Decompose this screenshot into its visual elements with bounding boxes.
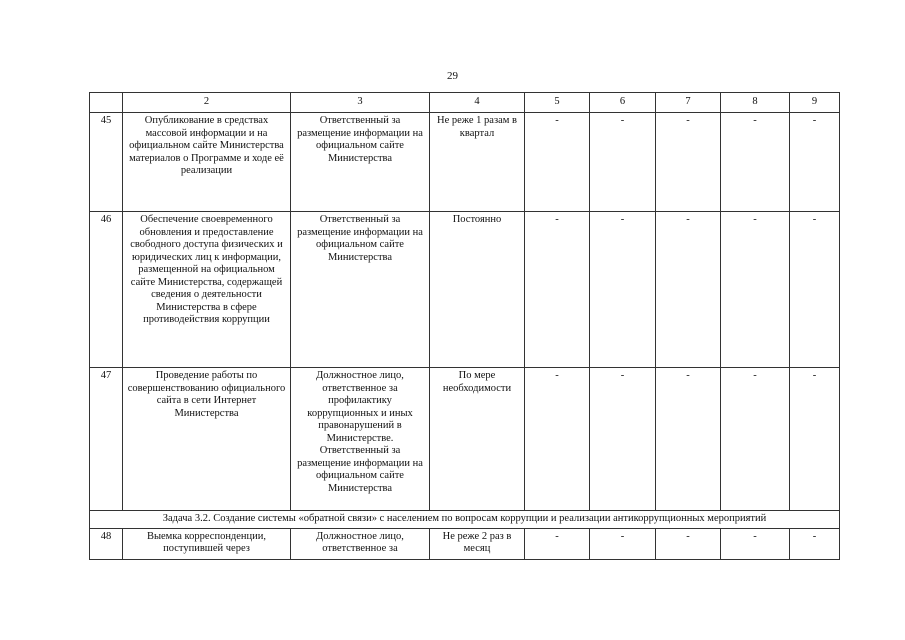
term-cell: Не реже 2 раз в месяц bbox=[430, 528, 525, 559]
measure-cell: Выемка корреспонденции, поступившей через bbox=[123, 528, 291, 559]
measure-cell: Проведение работы по совершенствованию официального сайта в сети Интернет Министерства bbox=[123, 368, 291, 511]
header-cell-8: 8 bbox=[721, 93, 790, 113]
table-row bbox=[90, 113, 840, 212]
col6-cell: - bbox=[590, 368, 656, 511]
col5-cell: - bbox=[525, 368, 590, 511]
header-cell-2: 2 bbox=[123, 93, 291, 113]
term-cell: Не реже 1 разам в квартал bbox=[430, 113, 525, 212]
header-cell-1 bbox=[90, 93, 123, 113]
col6-cell: - bbox=[590, 528, 656, 559]
header-cell-6: 6 bbox=[590, 93, 656, 113]
col5-cell: - bbox=[525, 212, 590, 368]
col6-cell: - bbox=[590, 113, 656, 212]
col8-cell: - bbox=[721, 368, 790, 511]
responsible-cell: Должностное лицо, ответственное за профилактику коррупционных и иных правонарушений в Министерстве. Ответственный за размещение информации на официальном сайте Министерства bbox=[291, 368, 430, 511]
col7-cell: - bbox=[656, 528, 721, 559]
term-cell: По мере необходимости bbox=[430, 368, 525, 511]
measures-table bbox=[89, 92, 840, 560]
measure-cell: Опубликование в средствах массовой информации и на официальном сайте Министерства материалов о Программе и ходе её реализации bbox=[123, 113, 291, 212]
col9-cell: - bbox=[790, 212, 840, 368]
table-row bbox=[90, 368, 840, 511]
term-cell: Постоянно bbox=[430, 212, 525, 368]
header-row bbox=[90, 93, 840, 113]
responsible-cell: Ответственный за размещение информации на официальном сайте Министерства bbox=[291, 212, 430, 368]
responsible-cell: Должностное лицо, ответственное за bbox=[291, 528, 430, 559]
page-number: 29 bbox=[447, 70, 458, 82]
col8-cell: - bbox=[721, 212, 790, 368]
col9-cell: - bbox=[790, 528, 840, 559]
col6-cell: - bbox=[590, 212, 656, 368]
row-number: 46 bbox=[90, 212, 123, 368]
col9-cell: - bbox=[790, 368, 840, 511]
responsible-cell: Ответственный за размещение информации на официальном сайте Министерства bbox=[291, 113, 430, 212]
task-heading: Задача 3.2. Создание системы «обратной связи» с населением по вопросам коррупции и реализации антикоррупционных мероприятий bbox=[90, 511, 840, 529]
col7-cell: - bbox=[656, 113, 721, 212]
col7-cell: - bbox=[656, 368, 721, 511]
table-row bbox=[90, 212, 840, 368]
col9-cell: - bbox=[790, 113, 840, 212]
col8-cell: - bbox=[721, 528, 790, 559]
header-cell-3: 3 bbox=[291, 93, 430, 113]
col8-cell: - bbox=[721, 113, 790, 212]
col5-cell: - bbox=[525, 528, 590, 559]
col7-cell: - bbox=[656, 212, 721, 368]
header-cell-5: 5 bbox=[525, 93, 590, 113]
header-cell-9: 9 bbox=[790, 93, 840, 113]
header-cell-7: 7 bbox=[656, 93, 721, 113]
row-number: 48 bbox=[90, 528, 123, 559]
row-number: 45 bbox=[90, 113, 123, 212]
task-heading-row bbox=[90, 511, 840, 529]
measure-cell: Обеспечение своевременного обновления и предоставление свободного доступа физических и юридических лиц к информации, размещенной на официальном сайте Министерства, содержащей сведения о деятельности Министерства в сфере противодействия коррупции bbox=[123, 212, 291, 368]
table-row bbox=[90, 528, 840, 559]
row-number: 47 bbox=[90, 368, 123, 511]
header-cell-4: 4 bbox=[430, 93, 525, 113]
col5-cell: - bbox=[525, 113, 590, 212]
